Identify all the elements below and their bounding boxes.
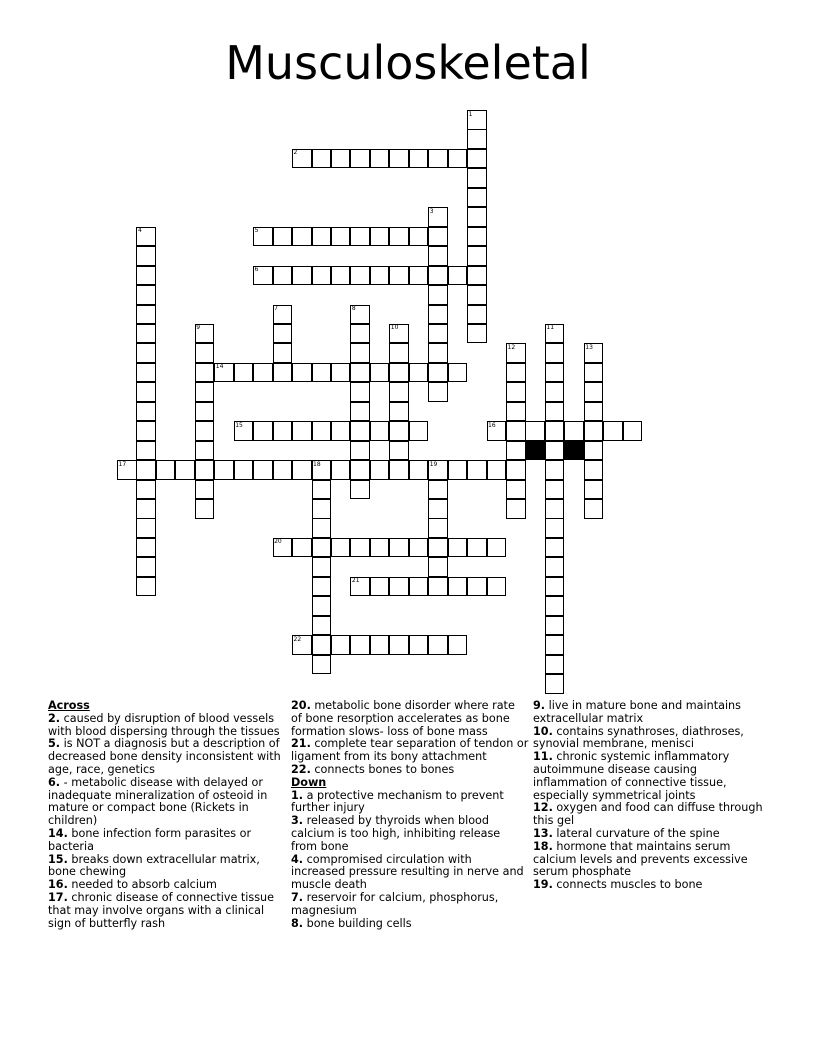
grid-cell[interactable] [350, 402, 370, 422]
clue-number-19: 19 [429, 460, 438, 468]
grid-cell[interactable] [195, 402, 215, 422]
grid-cell[interactable] [312, 538, 332, 558]
grid-cell[interactable] [545, 382, 565, 402]
grid-cell[interactable] [136, 538, 156, 558]
puzzle-title: Musculoskeletal [225, 36, 591, 90]
clue-number-12: 12 [507, 343, 516, 351]
grid-cell[interactable] [545, 421, 565, 441]
clues-column-2 [291, 700, 529, 930]
grid-cell[interactable] [312, 616, 332, 636]
grid-cell[interactable] [136, 421, 156, 441]
grid-cell[interactable] [350, 363, 370, 383]
grid-cell[interactable] [467, 246, 487, 266]
clue-number-14: 14 [215, 363, 224, 371]
black-square [525, 441, 545, 461]
clue-down-1: 1. a protective mechanism to prevent further injury [291, 788, 504, 815]
clue-across-17: 17. chronic disease of connective tissue that may involve organs with a clinical sign of butterfly rash [48, 890, 275, 930]
clue-number-16: 16 [488, 421, 496, 429]
grid-cell[interactable] [467, 305, 487, 325]
grid-cell[interactable] [273, 421, 293, 441]
clue-number-7: 7 [274, 305, 278, 312]
clue-number-22: 22 [293, 635, 302, 643]
grid-cell[interactable] [584, 363, 604, 383]
grid-cell[interactable] [409, 460, 429, 480]
grid-cell[interactable] [545, 402, 565, 422]
grid-cell[interactable] [253, 363, 273, 383]
grid-cell[interactable] [136, 460, 156, 480]
grid-cell[interactable] [136, 285, 156, 305]
grid-cell[interactable] [409, 149, 429, 169]
grid-cell[interactable] [623, 421, 643, 441]
grid-cell[interactable] [136, 480, 156, 500]
black-square [564, 441, 584, 461]
grid-cell[interactable] [545, 557, 565, 577]
grid-cell[interactable] [428, 227, 448, 247]
grid-cell[interactable] [136, 266, 156, 286]
grid-cell[interactable] [428, 538, 448, 558]
grid-cell[interactable] [312, 518, 332, 538]
grid-cell[interactable] [195, 441, 215, 461]
grid-cell[interactable] [292, 421, 312, 441]
clue-across-14: 14. bone infection form parasites or bacteria [48, 826, 252, 853]
grid-cell[interactable] [370, 538, 390, 558]
clue-across-2: 2. caused by disruption of blood vessels with blood dispersing through the tissues [48, 711, 280, 738]
grid-cell[interactable] [136, 343, 156, 363]
clues-column-1 [48, 700, 286, 930]
grid-cell[interactable] [389, 382, 409, 402]
grid-cell[interactable] [331, 460, 351, 480]
grid-cell[interactable] [389, 149, 409, 169]
grid-cell[interactable] [292, 227, 312, 247]
grid-cell[interactable] [409, 421, 429, 441]
grid-cell[interactable] [545, 577, 565, 597]
grid-cell[interactable] [350, 149, 370, 169]
grid-cell[interactable] [487, 460, 507, 480]
grid-cell[interactable] [312, 596, 332, 616]
grid-cell[interactable] [136, 305, 156, 325]
clue-down-19: 19. connects muscles to bone [533, 878, 703, 892]
grid-cell[interactable] [428, 246, 448, 266]
grid-cell[interactable] [428, 635, 448, 655]
grid-cell[interactable] [350, 266, 370, 286]
grid-cell[interactable] [584, 421, 604, 441]
clue-number-18: 18 [313, 460, 321, 468]
grid-cell[interactable] [448, 363, 468, 383]
grid-cell[interactable] [467, 188, 487, 208]
grid-cell[interactable] [448, 149, 468, 169]
grid-cell[interactable] [331, 635, 351, 655]
clue-down-12: 12. oxygen and food can diffuse through this gel [533, 801, 763, 828]
clue-number-6: 6 [254, 266, 259, 274]
grid-cell[interactable] [428, 480, 448, 500]
grid-cell[interactable] [136, 557, 156, 577]
grid-cell[interactable] [545, 674, 565, 694]
grid-cell[interactable] [506, 421, 526, 441]
grid-cell[interactable] [136, 246, 156, 266]
grid-cell[interactable] [312, 227, 332, 247]
grid-cell[interactable] [448, 635, 468, 655]
grid-cell[interactable] [350, 324, 370, 344]
grid-cell[interactable] [428, 577, 448, 597]
grid-cell[interactable] [487, 538, 507, 558]
grid-cell[interactable] [350, 227, 370, 247]
grid-cell[interactable] [234, 363, 254, 383]
grid-cell[interactable] [487, 577, 507, 597]
down-heading: Down [291, 775, 327, 789]
grid-cell[interactable] [389, 421, 409, 441]
grid-cell[interactable] [467, 149, 487, 169]
grid-cell[interactable] [467, 207, 487, 227]
grid-cell[interactable] [350, 538, 370, 558]
grid-cell[interactable] [545, 538, 565, 558]
grid-cell[interactable] [389, 577, 409, 597]
grid-cell[interactable] [389, 441, 409, 461]
grid-cell[interactable] [350, 635, 370, 655]
grid-cell[interactable] [331, 363, 351, 383]
grid-cell[interactable] [545, 518, 565, 538]
grid-cell[interactable] [584, 382, 604, 402]
clue-across-16: 16. needed to absorb calcium [48, 878, 217, 892]
grid-cell[interactable] [409, 538, 429, 558]
clue-across-5: 5. is NOT a diagnosis but a description of decreased bone density inconsistent with age, race, genetics [48, 737, 281, 776]
grid-cell[interactable] [156, 460, 176, 480]
grid-cell[interactable] [389, 635, 409, 655]
clue-number-8: 8 [351, 305, 356, 312]
grid-cell[interactable] [331, 149, 351, 169]
grid-cell[interactable] [389, 343, 409, 363]
grid-cell[interactable] [312, 266, 332, 286]
grid-cell[interactable] [564, 421, 584, 441]
grid-cell[interactable] [273, 460, 293, 480]
grid-cell[interactable] [428, 149, 448, 169]
grid-cell[interactable] [370, 266, 390, 286]
grid-cell[interactable] [350, 343, 370, 363]
clue-number-10: 10 [390, 324, 399, 332]
grid-cell[interactable] [389, 363, 409, 383]
grid-cell[interactable] [273, 343, 293, 363]
grid-cell[interactable] [389, 402, 409, 422]
grid-cell[interactable] [350, 460, 370, 480]
clue-number-21: 21 [351, 577, 360, 585]
clue-across-6: 6. - metabolic disease with delayed or inadequate mineralization of osteoid in mature or compact bone (Rickets in children) [48, 775, 268, 828]
clue-down-10: 10. contains synathroses, diathroses, synovial membrane, menisci [533, 724, 744, 751]
grid-cell[interactable] [312, 557, 332, 577]
grid-cell[interactable] [370, 363, 390, 383]
grid-cell[interactable] [253, 460, 273, 480]
grid-cell[interactable] [545, 460, 565, 480]
grid-cell[interactable] [136, 499, 156, 519]
grid-cell[interactable] [195, 499, 215, 519]
clue-down-3: 3. released by thyroids when blood calcium is too high, inhibiting release from bone [291, 814, 501, 853]
grid-cell[interactable] [389, 227, 409, 247]
clue-across-21: 21. complete tear separation of tendon or ligament from its bony attachment [291, 737, 529, 764]
grid-cell[interactable] [370, 227, 390, 247]
grid-cell[interactable] [545, 655, 565, 675]
clue-down-9: 9. live in mature bone and maintains extracellular matrix [533, 699, 741, 725]
grid-cell[interactable] [331, 266, 351, 286]
grid-cell[interactable] [603, 421, 623, 441]
grid-cell[interactable] [136, 402, 156, 422]
clue-number-9: 9 [196, 324, 201, 332]
clue-down-4: 4. compromised circulation with increased pressure resulting in nerve and muscle death [291, 852, 524, 892]
grid-cell[interactable] [506, 499, 526, 519]
grid-cell[interactable] [214, 460, 234, 480]
clue-number-1: 1 [468, 110, 473, 118]
grid-cell[interactable] [370, 149, 390, 169]
grid-cell[interactable] [584, 480, 604, 500]
grid-cell[interactable] [428, 518, 448, 538]
grid-cell[interactable] [428, 382, 448, 402]
grid-cell[interactable] [350, 382, 370, 402]
clues-column-3 [533, 700, 771, 892]
grid-cell[interactable] [584, 402, 604, 422]
grid-cell[interactable] [545, 343, 565, 363]
grid-cell[interactable] [195, 363, 215, 383]
grid-cell[interactable] [506, 441, 526, 461]
clue-down-8: 8. bone building cells [291, 916, 412, 930]
grid-cell[interactable] [273, 363, 293, 383]
grid-cell[interactable] [409, 635, 429, 655]
grid-cell[interactable] [370, 635, 390, 655]
grid-cell[interactable] [312, 363, 332, 383]
grid-cell[interactable] [273, 266, 293, 286]
grid-cell[interactable] [253, 421, 273, 441]
grid-cell[interactable] [428, 499, 448, 519]
grid-cell[interactable] [584, 441, 604, 461]
grid-cell[interactable] [448, 460, 468, 480]
grid-cell[interactable] [195, 460, 215, 480]
grid-cell[interactable] [545, 480, 565, 500]
grid-cell[interactable] [195, 343, 215, 363]
grid-cell[interactable] [312, 149, 332, 169]
grid-cell[interactable] [136, 441, 156, 461]
grid-cell[interactable] [428, 305, 448, 325]
grid-cell[interactable] [331, 227, 351, 247]
grid-cell[interactable] [506, 402, 526, 422]
grid-cell[interactable] [331, 421, 351, 441]
grid-cell[interactable] [545, 596, 565, 616]
grid-cell[interactable] [545, 616, 565, 636]
grid-cell[interactable] [370, 460, 390, 480]
grid-cell[interactable] [312, 655, 332, 675]
grid-cell[interactable] [467, 460, 487, 480]
grid-cell[interactable] [350, 441, 370, 461]
grid-cell[interactable] [292, 460, 312, 480]
grid-cell[interactable] [370, 421, 390, 441]
grid-cell[interactable] [273, 227, 293, 247]
grid-cell[interactable] [292, 266, 312, 286]
grid-cell[interactable] [350, 421, 370, 441]
clue-down-7: 7. reservoir for calcium, phosphorus, magnesium [291, 890, 499, 917]
clue-number-20: 20 [274, 538, 282, 546]
grid-cell[interactable] [312, 499, 332, 519]
grid-cell[interactable] [506, 480, 526, 500]
grid-cell[interactable] [273, 324, 293, 344]
grid-cell[interactable] [467, 538, 487, 558]
clue-number-5: 5 [254, 227, 259, 235]
grid-cell[interactable] [292, 538, 312, 558]
clue-number-4: 4 [137, 227, 142, 235]
grid-cell[interactable] [467, 227, 487, 247]
grid-cell[interactable] [506, 382, 526, 402]
across-heading: Across [48, 699, 90, 712]
grid-cell[interactable] [389, 266, 409, 286]
clue-down-13: 13. lateral curvature of the spine [533, 826, 720, 840]
grid-cell[interactable] [350, 480, 370, 500]
clue-across-20: 20. metabolic bone disorder where rate of bone resorption accelerates as bone formation slows- loss of bone mass [291, 699, 515, 738]
grid-cell[interactable] [545, 363, 565, 383]
clue-number-15: 15 [235, 421, 243, 429]
grid-cell[interactable] [409, 227, 429, 247]
clue-across-15: 15. breaks down extracellular matrix, bone chewing [48, 852, 260, 879]
grid-cell[interactable] [175, 460, 195, 480]
grid-cell[interactable] [234, 460, 254, 480]
clue-across-22: 22. connects bones to bones [291, 762, 455, 776]
grid-cell[interactable] [136, 577, 156, 597]
clue-down-18: 18. hormone that maintains serum calcium levels and prevents excessive serum phosphate [533, 839, 748, 879]
clue-number-3: 3 [429, 207, 434, 215]
grid-cell[interactable] [292, 363, 312, 383]
grid-cell[interactable] [389, 538, 409, 558]
grid-cell[interactable] [409, 577, 429, 597]
grid-cell[interactable] [312, 635, 332, 655]
grid-cell[interactable] [389, 460, 409, 480]
grid-cell[interactable] [409, 266, 429, 286]
grid-cell[interactable] [428, 343, 448, 363]
grid-cell[interactable] [428, 285, 448, 305]
grid-cell[interactable] [428, 363, 448, 383]
grid-cell[interactable] [467, 285, 487, 305]
grid-cell[interactable] [195, 421, 215, 441]
grid-cell[interactable] [312, 421, 332, 441]
clue-down-11: 11. chronic systemic inflammatory autoimmune disease causing inflammation of connective tissue, especially symmetrical joints [533, 750, 730, 802]
grid-cell[interactable] [467, 266, 487, 286]
grid-cell[interactable] [506, 460, 526, 480]
grid-cell[interactable] [448, 538, 468, 558]
grid-cell[interactable] [525, 421, 545, 441]
grid-cell[interactable] [136, 324, 156, 344]
grid-cell[interactable] [545, 499, 565, 519]
grid-cell[interactable] [506, 363, 526, 383]
grid-cell[interactable] [467, 324, 487, 344]
clue-number-11: 11 [546, 324, 555, 332]
grid-cell[interactable] [370, 577, 390, 597]
clue-number-17: 17 [118, 460, 127, 468]
grid-cell[interactable] [195, 480, 215, 500]
grid-cell[interactable] [448, 577, 468, 597]
grid-cell[interactable] [467, 129, 487, 149]
grid-cell[interactable] [312, 480, 332, 500]
grid-cell[interactable] [136, 382, 156, 402]
grid-cell[interactable] [312, 577, 332, 597]
grid-cell[interactable] [545, 635, 565, 655]
grid-cell[interactable] [428, 266, 448, 286]
clue-number-2: 2 [293, 149, 298, 157]
grid-cell[interactable] [448, 266, 468, 286]
clue-number-13: 13 [585, 343, 593, 351]
grid-cell[interactable] [545, 441, 565, 461]
grid-cell[interactable] [331, 538, 351, 558]
grid-cell[interactable] [467, 577, 487, 597]
grid-cell[interactable] [584, 460, 604, 480]
grid-cell[interactable] [136, 363, 156, 383]
grid-cell[interactable] [195, 382, 215, 402]
grid-cell[interactable] [136, 518, 156, 538]
grid-cell[interactable] [467, 168, 487, 188]
grid-cell[interactable] [584, 499, 604, 519]
grid-cell[interactable] [428, 557, 448, 577]
grid-cell[interactable] [409, 363, 429, 383]
grid-cell[interactable] [428, 324, 448, 344]
